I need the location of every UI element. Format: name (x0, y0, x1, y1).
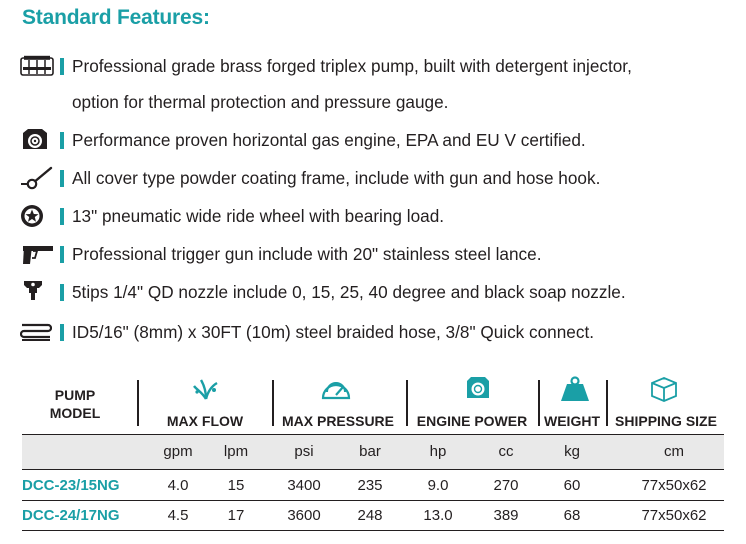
bullet-bar (60, 132, 64, 149)
wheel-icon (20, 203, 58, 229)
bullet-bar (60, 246, 64, 263)
weight-header: WEIGHT (544, 413, 600, 429)
hose-icon (20, 319, 58, 345)
cell-psi: 3600 (287, 507, 321, 524)
bullet-bar (60, 58, 64, 75)
model-name: DCC-23/15NG (22, 477, 120, 494)
feature-text: Performance proven horizontal gas engine, EPA and EU V certified. (72, 129, 586, 150)
table-row (22, 472, 724, 499)
cell-gpm: 4.5 (167, 507, 189, 524)
feature-text: Professional trigger gun include with 20" stainless steel lance. (72, 243, 542, 264)
header-divider (272, 380, 274, 426)
cell-cm: 77x50x62 (641, 507, 707, 524)
feature-item (20, 318, 594, 346)
package-box-icon (650, 376, 678, 407)
unit-bar: bar (359, 443, 381, 460)
unit-lpm: lpm (223, 443, 249, 460)
max-flow-header: MAX FLOW (166, 413, 244, 429)
weight-icon (560, 376, 590, 407)
cell-kg: 68 (563, 507, 581, 524)
cell-cc: 389 (493, 507, 519, 524)
engine-icon (465, 376, 491, 405)
unit-hp: hp (429, 443, 447, 460)
feature-item (20, 126, 586, 154)
bullet-bar (60, 170, 64, 187)
model-header-line2: MODEL (49, 405, 101, 421)
feature-item (20, 164, 600, 192)
unit-cm: cm (664, 443, 684, 460)
cell-bar: 248 (357, 507, 383, 524)
spec-table-header (22, 372, 724, 434)
cell-gpm: 4.0 (167, 477, 189, 494)
unit-kg: kg (564, 443, 580, 460)
pressure-gauge-icon (320, 376, 352, 407)
feature-text-continued: option for thermal protection and pressure gauge. (72, 92, 449, 112)
cell-bar: 235 (357, 477, 383, 494)
engine-icon (20, 127, 58, 153)
engine-power-header: ENGINE POWER (416, 413, 528, 429)
bullet-bar (60, 284, 64, 301)
model-name: DCC-24/17NG (22, 507, 120, 524)
shipping-size-header: SHIPPING SIZE (615, 413, 717, 429)
bullet-bar (60, 324, 64, 341)
model-header-line1: PUMP (54, 387, 96, 403)
cell-lpm: 17 (227, 507, 245, 524)
water-splash-icon (192, 378, 220, 405)
feature-text: 5tips 1/4" QD nozzle include 0, 15, 25, 40 degree and black soap nozzle. (72, 281, 626, 302)
header-divider (137, 380, 139, 426)
bullet-bar (60, 208, 64, 225)
hand-truck-icon (20, 165, 58, 191)
unit-cc: cc (498, 443, 514, 460)
units-row (22, 434, 724, 470)
table-bottom-border (22, 530, 724, 531)
feature-item (20, 52, 632, 80)
nozzle-icon (20, 279, 58, 305)
feature-text: All cover type powder coating frame, include with gun and hose hook. (72, 167, 601, 188)
header-divider (406, 380, 408, 426)
unit-psi: psi (294, 443, 314, 460)
feature-item (20, 278, 626, 306)
feature-text: Professional grade brass forged triplex pump, built with detergent injector, (72, 55, 632, 76)
cell-lpm: 15 (227, 477, 245, 494)
row-divider (22, 500, 724, 501)
trigger-gun-icon (20, 241, 58, 267)
section-title: Standard Features: (22, 6, 210, 29)
cell-cc: 270 (493, 477, 519, 494)
feature-item (20, 202, 444, 230)
max-pressure-header: MAX PRESSURE (281, 413, 395, 429)
table-row (22, 502, 724, 529)
feature-text: 13" pneumatic wide ride wheel with bearing load. (72, 205, 445, 226)
cell-cm: 77x50x62 (641, 477, 707, 494)
cell-psi: 3400 (287, 477, 321, 494)
cell-kg: 60 (563, 477, 581, 494)
feature-item (20, 240, 541, 268)
model-header (22, 386, 128, 422)
unit-gpm: gpm (163, 443, 193, 460)
cell-hp: 13.0 (423, 507, 453, 524)
cell-hp: 9.0 (427, 477, 449, 494)
feature-text: ID5/16" (8mm) x 30FT (10m) steel braided hose, 3/8" Quick connect. (72, 321, 595, 342)
pump-icon (20, 53, 58, 79)
